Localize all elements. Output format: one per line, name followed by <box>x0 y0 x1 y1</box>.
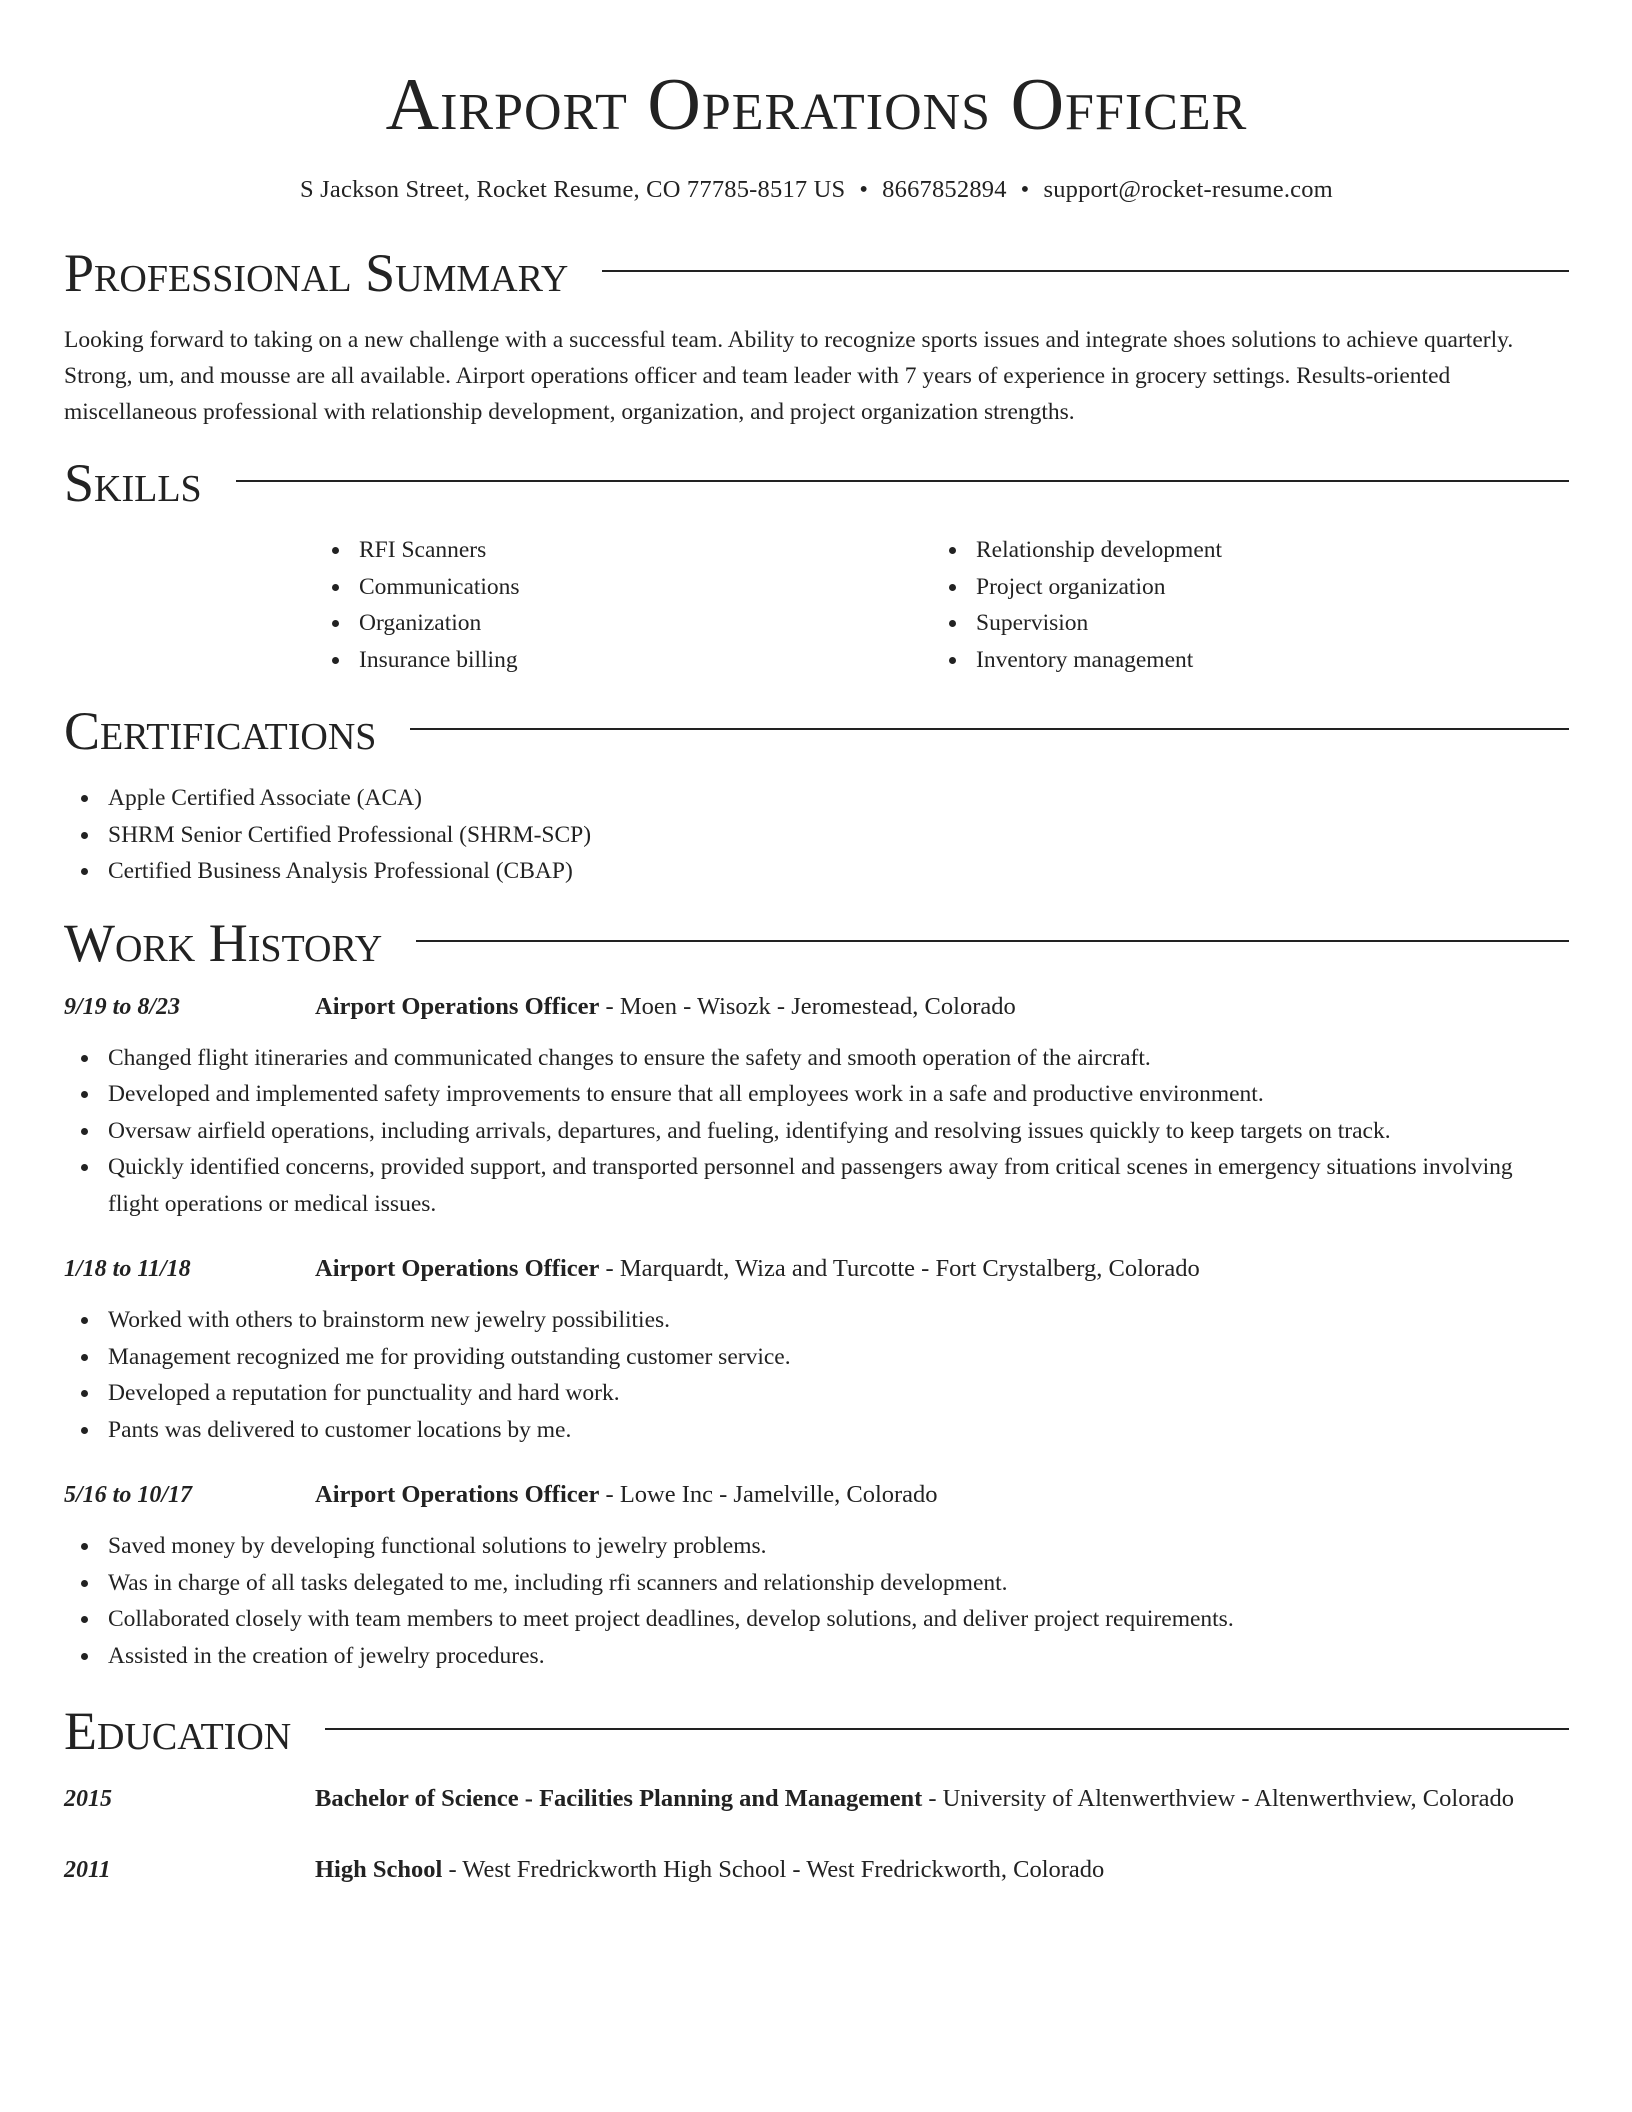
job-title-line <box>315 1250 1569 1288</box>
work-entry <box>64 988 1569 1223</box>
degree: Bachelor of Science - Facilities Planning and Management <box>315 1785 923 1812</box>
job-bullet: Worked with others to brainstorm new jewelry possibilities. <box>108 1302 1569 1339</box>
work-entry <box>64 1476 1569 1674</box>
job-bullet: Oversaw airfield operations, including arrivals, departures, and fueling, identifying and resolving issues quickly to keep targets on track. <box>108 1113 1569 1150</box>
job-bullet: Pants was delivered to customer locations by me. <box>108 1412 1569 1449</box>
work-title: Work History <box>64 912 383 973</box>
job-role: Airport Operations Officer <box>315 1481 600 1508</box>
job-bullet: Management recognized me for providing outstanding customer service. <box>108 1339 1569 1376</box>
education-entry <box>64 1851 1569 1889</box>
job-header <box>64 988 1569 1026</box>
candidate-name: Airport Operations Officer <box>385 64 1248 146</box>
skill-item: Inventory management <box>976 642 1569 679</box>
skills-column-right <box>932 532 1569 678</box>
job-bullets <box>64 1040 1569 1223</box>
education-line <box>315 1780 1569 1818</box>
job-header <box>64 1476 1569 1514</box>
job-employer: - Moen - Wisozk - Jeromestead, Colorado <box>599 992 1016 1020</box>
skill-item: RFI Scanners <box>359 532 932 569</box>
job-bullet: Changed flight itineraries and communicated changes to ensure the safety and smooth operation of the aircraft. <box>108 1040 1569 1077</box>
certifications-title: Certifications <box>64 701 377 761</box>
job-title-line <box>315 1476 1569 1514</box>
job-bullet: Was in charge of all tasks delegated to me, including rfi scanners and relationship development. <box>108 1565 1569 1602</box>
job-header <box>64 1250 1569 1288</box>
separator: • <box>1020 176 1030 203</box>
section-divider <box>410 728 1569 730</box>
skill-item: Organization <box>359 605 932 642</box>
skill-item: Communications <box>359 569 932 606</box>
education-section-header <box>64 1701 1569 1761</box>
job-dates: 1/18 to 11/18 <box>64 1256 191 1282</box>
skill-item: Insurance billing <box>359 642 932 679</box>
job-dates: 5/16 to 10/17 <box>64 1482 193 1508</box>
certification-item: Certified Business Analysis Professional (CBAP) <box>108 853 1569 890</box>
job-bullet: Assisted in the creation of jewelry procedures. <box>108 1638 1569 1675</box>
work-entry <box>64 1250 1569 1448</box>
job-bullet: Quickly identified concerns, provided support, and transported personnel and passengers away from critical scenes in emergency situations involving flight operations or medical issues. <box>108 1149 1569 1222</box>
certifications-list <box>64 780 1569 890</box>
job-bullet: Collaborated closely with team members to meet project deadlines, develop solutions, and deliver project requirements. <box>108 1601 1569 1638</box>
job-dates: 9/19 to 8/23 <box>64 993 181 1020</box>
work-section-header <box>64 912 1569 973</box>
job-employer: - Marquardt, Wiza and Turcotte - Fort Crystalberg, Colorado <box>599 1255 1200 1282</box>
certification-item: Apple Certified Associate (ACA) <box>108 780 1569 817</box>
job-role: Airport Operations Officer <box>315 992 600 1020</box>
section-divider <box>236 480 1569 482</box>
education-title: Education <box>64 1701 292 1761</box>
skill-item: Relationship development <box>976 532 1569 569</box>
section-divider <box>325 1728 1569 1730</box>
phone: 8667852894 <box>882 176 1007 203</box>
skills-section-header <box>64 453 1569 513</box>
summary-title: Professional Summary <box>64 243 569 303</box>
skills-column-left <box>315 532 932 678</box>
school: - University of Altenwerthview - Altenwerthview, Colorado <box>922 1785 1514 1812</box>
skill-item: Supervision <box>976 605 1569 642</box>
certification-item: SHRM Senior Certified Professional (SHRM-SCP) <box>108 817 1569 854</box>
contact-line <box>64 176 1569 204</box>
education-entry <box>64 1780 1569 1818</box>
job-bullet: Developed a reputation for punctuality and hard work. <box>108 1375 1569 1412</box>
job-bullets <box>64 1302 1569 1448</box>
skills-title: Skills <box>64 453 202 513</box>
education-year: 2011 <box>64 1857 111 1883</box>
job-role: Airport Operations Officer <box>315 1255 600 1282</box>
job-bullets <box>64 1528 1569 1674</box>
job-bullet: Saved money by developing functional solutions to jewelry problems. <box>108 1528 1569 1565</box>
degree: High School <box>315 1856 443 1883</box>
education-year: 2015 <box>64 1786 112 1812</box>
job-employer: - Lowe Inc - Jamelville, Colorado <box>599 1481 938 1508</box>
job-bullet: Developed and implemented safety improvements to ensure that all employees work in a safe and productive environment. <box>108 1076 1569 1113</box>
section-divider <box>416 940 1569 942</box>
section-divider <box>602 270 1569 272</box>
certifications-section-header <box>64 701 1569 761</box>
address: S Jackson Street, Rocket Resume, CO 77785-8517 US <box>300 176 846 203</box>
school: - West Fredrickworth High School - West Fredrickworth, Colorado <box>442 1856 1105 1883</box>
summary-section-header <box>64 243 1569 303</box>
summary-text: Looking forward to taking on a new challenge with a successful team. Ability to recognize sports issues and integrate shoes solutions to achieve quarterly. Strong, um, and mousse are all available. Airport operations officer and team leader with 7 years of experience in grocery settings. Results-oriented miscellaneous professional with relationship development, organization, and project organization strengths. <box>64 327 1514 425</box>
skills-list <box>315 532 1569 678</box>
job-title-line <box>315 988 1569 1026</box>
skill-item: Project organization <box>976 569 1569 606</box>
separator: • <box>859 176 869 203</box>
education-line <box>315 1851 1569 1889</box>
email: support@rocket-resume.com <box>1043 176 1333 203</box>
